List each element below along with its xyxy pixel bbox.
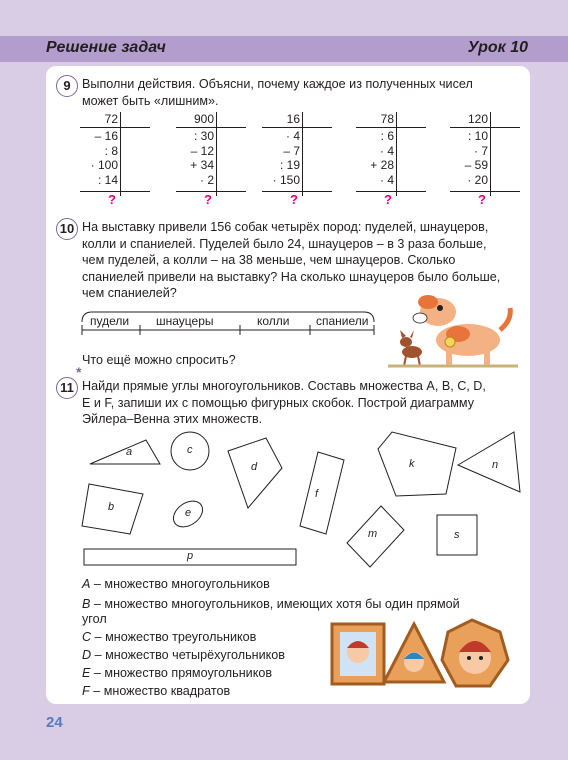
segment-label-schnauzers: шнауцеры: [156, 314, 214, 328]
label-k: k: [409, 458, 415, 470]
shape-k: [378, 432, 456, 496]
column-start-value: 78: [380, 112, 394, 126]
label-a: a: [126, 446, 133, 458]
column-result: ?: [108, 192, 116, 207]
task-9-line-1: Выполни действия. Объясни, почему каждое из полученных чисел: [82, 77, 473, 91]
set-text: – множество четырёхугольников: [94, 648, 285, 662]
set-letter: F: [82, 684, 90, 698]
column-operation: : 19: [279, 158, 300, 172]
set-b-continued: угол: [82, 612, 107, 626]
column-start-value: 72: [104, 112, 118, 126]
task-11-star-icon: *: [76, 364, 82, 380]
set-letter: C: [82, 630, 92, 644]
set-text: – множество квадратов: [93, 684, 231, 698]
task-11-number: 11: [56, 377, 78, 399]
segment-label-spaniels: спаниели: [316, 314, 369, 328]
column-operation: · 100: [90, 158, 118, 172]
column-operation: : 6: [380, 129, 394, 143]
task-11-line-2: E и F, запиши их с помощью фигурных скобок. Построй диаграмму: [82, 395, 475, 410]
task-10-number: 10: [56, 218, 78, 240]
set-a: [82, 577, 270, 591]
column-operation: + 28: [370, 158, 394, 172]
task-11-line-1: Найди прямые углы многоугольников. Составь множества A, B, C, D,: [82, 379, 486, 393]
task-9-line-2: может быть «лишним».: [82, 93, 219, 108]
column-operation: – 7: [283, 143, 300, 158]
set-letter: E: [82, 666, 91, 680]
column-operation: · 7: [473, 143, 488, 158]
label-e: e: [185, 507, 192, 519]
set-b: [82, 597, 522, 611]
shape-n: [458, 432, 520, 492]
column-operation: : 10: [467, 129, 488, 143]
lesson-title: Урок 10: [467, 39, 528, 56]
column-result: ?: [204, 192, 212, 207]
column-operation: · 2: [199, 172, 214, 187]
column-start-value: 900: [193, 112, 214, 126]
column-result: ?: [478, 192, 486, 207]
segment-label-poodles: пудели: [90, 314, 130, 328]
label-n: n: [492, 459, 499, 471]
label-c: c: [187, 444, 193, 456]
column-operation: : 8: [104, 143, 118, 158]
task-10-line-1: На выставку привели 156 собак четырёх пород: пуделей, шнауцеров,: [82, 220, 489, 234]
label-s: s: [454, 529, 460, 541]
task-9-number: 9: [56, 75, 78, 97]
task-11-line-3: Эйлера–Венна этих множеств.: [82, 412, 263, 426]
column-operation: · 4: [379, 143, 394, 158]
column-start-value: 16: [286, 112, 300, 126]
task-10-line-2: колли и спаниелей. Пуделей было 24, шнауцеров – в 3 раза больше,: [82, 236, 487, 251]
column-operation: + 34: [190, 158, 214, 172]
set-text: – множество треугольников: [94, 630, 257, 644]
set-text: – множество многоугольников, имеющих хотя бы один прямой: [93, 597, 460, 611]
column-result: ?: [384, 192, 392, 207]
set-text: – множество многоугольников: [93, 577, 270, 591]
column-start-value: 120: [467, 112, 488, 126]
set-c: [82, 630, 256, 644]
label-f: f: [315, 488, 319, 500]
column-operation: : 14: [97, 172, 118, 187]
label-b: b: [108, 501, 115, 513]
task-10-line-5: чем спаниелей?: [82, 286, 177, 300]
set-text: – множество прямоугольников: [93, 666, 273, 680]
set-letter: A: [82, 577, 91, 591]
task-10-line-3: чем пуделей, а колли – на 38 меньше, чем шнауцеров. Сколько: [82, 253, 456, 267]
label-p: p: [187, 550, 194, 562]
set-f: [82, 684, 230, 698]
framed-characters-illustration: [330, 616, 510, 694]
label-m: m: [368, 528, 378, 540]
page-number: 24: [46, 714, 63, 731]
column-operation: – 12: [190, 143, 214, 158]
segment-label-collies: колли: [257, 314, 290, 328]
set-letter: D: [82, 648, 92, 662]
set-d: [82, 648, 285, 662]
task-10-line-4: спаниелей привели на выставку? На сколько шнауцеров было больше,: [82, 269, 501, 284]
shape-d: [228, 438, 282, 508]
column-operation: · 150: [272, 172, 300, 187]
set-letter: B: [82, 597, 91, 611]
label-d: d: [251, 461, 258, 473]
shape-f: [300, 452, 344, 534]
shape-a: [90, 440, 160, 464]
section-title: Решение задач: [46, 39, 166, 56]
column-operation: : 30: [193, 129, 214, 143]
column-operation: · 4: [379, 172, 394, 187]
column-operation: – 16: [94, 129, 118, 143]
task-10-question: Что ещё можно спросить?: [82, 353, 236, 367]
set-e: [82, 666, 272, 680]
column-operation: · 4: [285, 129, 300, 143]
column-result: ?: [290, 192, 298, 207]
column-operation: – 59: [464, 158, 488, 172]
column-operation: · 20: [467, 172, 488, 187]
